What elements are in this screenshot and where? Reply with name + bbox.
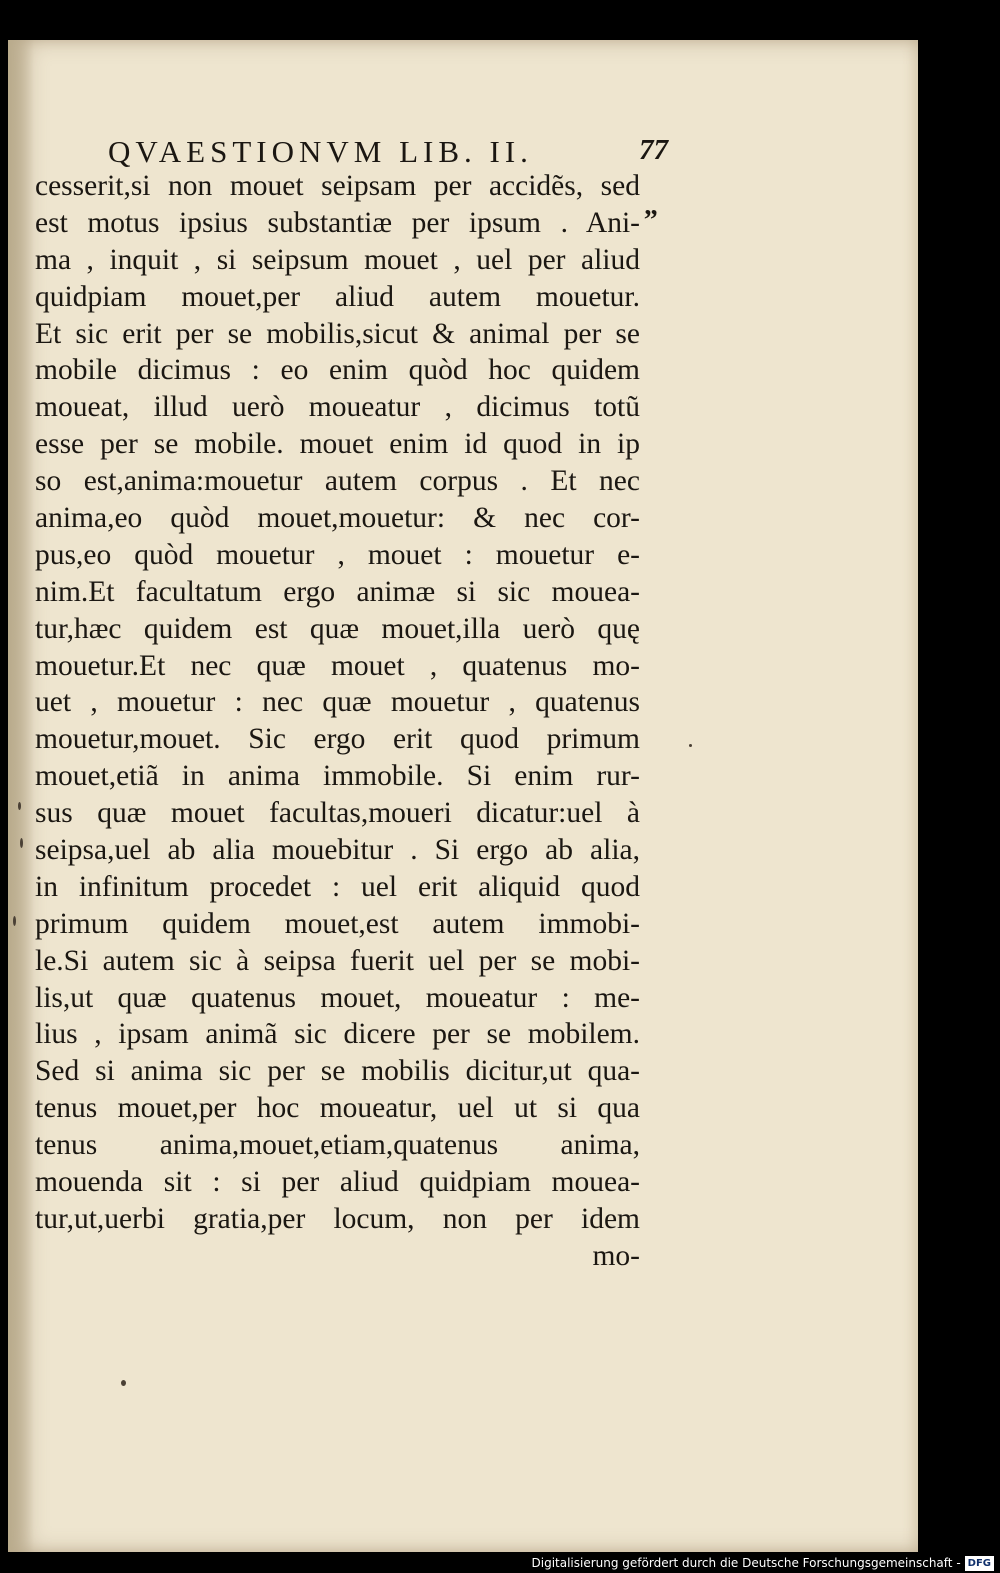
ink-speck <box>20 838 23 848</box>
ink-speck <box>689 744 692 747</box>
text-line: uet , mouetur : nec quæ mouetur , quatenus <box>35 686 640 719</box>
text-line: quidpiam mouet,per aliud autem mouetur. <box>35 280 640 313</box>
text-line: tur,ut,uerbi gratia,per locum, non per idem <box>35 1202 640 1235</box>
text-line: lius , ipsam animã sic dicere per se mobilem. <box>35 1018 640 1051</box>
text-line: est motus ipsius substantiæ per ipsum . Ani- <box>35 206 640 239</box>
book-page <box>8 40 918 1552</box>
dfg-logo: DFG <box>965 1556 994 1571</box>
text-line: seipsa,uel ab alia mouebitur . Si ergo ab alia, <box>35 834 640 867</box>
marginal-quote-mark: „ <box>644 190 658 221</box>
footer-text: Digitalisierung gefördert durch die Deutsche Forschungsgemeinschaft - <box>531 1556 961 1570</box>
text-line: so est,anima:mouetur autem corpus . Et nec <box>35 465 640 498</box>
text-line: ma , inquit , si seipsum mouet , uel per aliud <box>35 243 640 276</box>
text-line: mouetur,mouet. Sic ergo erit quod primum <box>35 723 640 756</box>
text-line: anima,eo quòd mouet,mouetur: & nec cor- <box>35 502 640 535</box>
footer-credit <box>532 1554 995 1572</box>
text-line: moueat, illud uerò moueatur , dicimus totũ <box>35 391 640 424</box>
ink-speck <box>121 1380 126 1386</box>
text-line: tur,hæc quidem est quæ mouet,illa uerò quę <box>35 612 640 645</box>
text-line: mouet,etiã in anima immobile. Si enim rur- <box>35 760 640 793</box>
text-line: sus quæ mouet facultas,moueri dicatur:uel à <box>35 797 640 830</box>
text-line: Et sic erit per se mobilis,sicut & animal per se <box>35 317 640 350</box>
text-line: esse per se mobile. mouet enim id quod in ip <box>35 428 640 461</box>
text-line: nim.Et facultatum ergo animæ si sic mouea- <box>35 575 640 608</box>
page-number: 77 <box>639 134 668 166</box>
text-line: mouetur.Et nec quæ mouet , quatenus mo- <box>35 649 640 682</box>
running-head-title: QVAESTIONVM LIB. II. <box>108 134 533 169</box>
text-line: in infinitum procedet : uel erit aliquid quod <box>35 870 640 903</box>
text-line: primum quidem mouet,est autem immobi- <box>35 907 640 940</box>
ink-speck <box>18 802 21 810</box>
ink-speck <box>13 916 16 926</box>
text-line: mobile dicimus : eo enim quòd hoc quidem <box>35 354 640 387</box>
text-line: Sed si anima sic per se mobilis dicitur,ut qua- <box>35 1055 640 1088</box>
text-line: le.Si autem sic à seipsa fuerit uel per se mobi- <box>35 944 640 977</box>
text-line: cesserit,si non mouet seipsam per accidẽs, sed <box>35 170 640 202</box>
text-line: tenus anima,mouet,etiam,quatenus anima, <box>35 1129 640 1162</box>
text-line: lis,ut quæ quatenus mouet, moueatur : me- <box>35 981 640 1014</box>
text-line: mouenda sit : si per aliud quidpiam mouea- <box>35 1166 640 1199</box>
text-line: pus,eo quòd mouetur , mouet : mouetur e- <box>35 538 640 571</box>
text-line: tenus mouet,per hoc moueatur, uel ut si qua <box>35 1092 640 1125</box>
catchword: mo- <box>592 1239 640 1272</box>
body-text <box>35 168 640 1275</box>
